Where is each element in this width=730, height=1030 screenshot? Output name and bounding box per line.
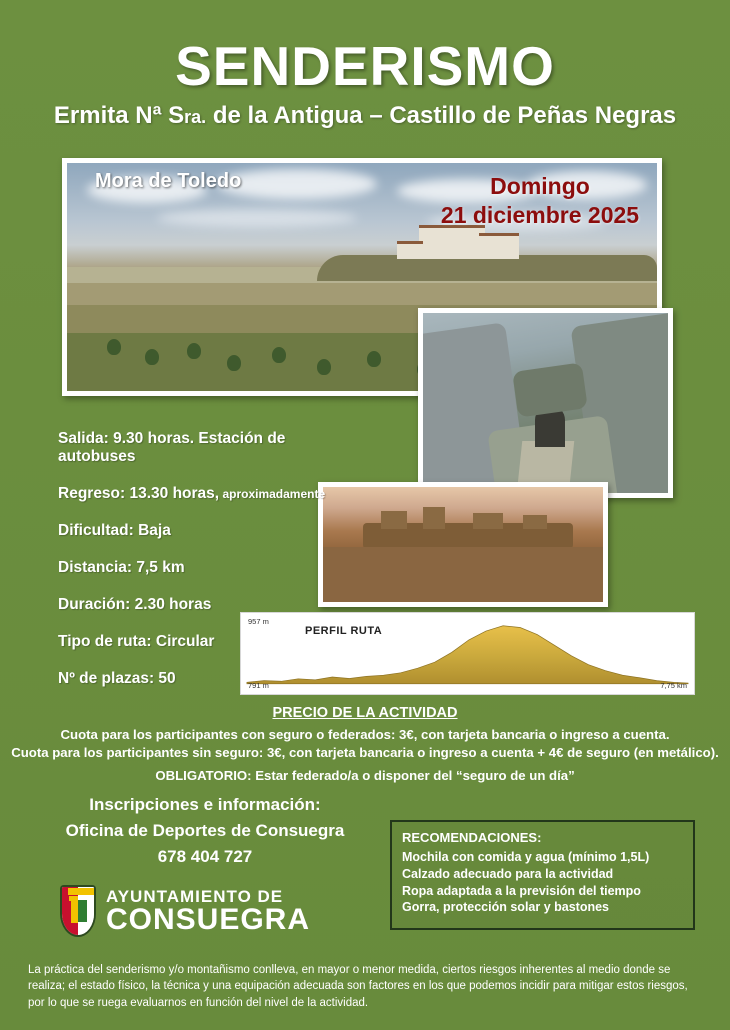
- event-date-line1: Domingo: [490, 173, 590, 199]
- disclaimer-text: La práctica del senderismo y/o montañismo conlleva, en mayor o menor medida, ciertos riesgos inherentes al medio donde se realiza; el estado físico, la técnica y una equipación adecuada son factores en los que podemos incidir para mitigar estos riesgos, por lo que se ruega evaluarnos en función del nivel de la actividad.: [28, 964, 688, 1009]
- chart-title: PERFIL RUTA: [305, 625, 383, 637]
- elevation-chart-area: [245, 616, 690, 691]
- chart-y-max-label: 957 m: [248, 617, 269, 626]
- page-subtitle: [0, 102, 730, 130]
- info-label: Distancia: 7,5 km: [58, 559, 185, 576]
- recommendation-item: Gorra, protección solar y bastones: [402, 900, 610, 915]
- info-label: Tipo de ruta: Circular: [58, 633, 215, 650]
- event-date-line2: 21 diciembre 2025: [440, 201, 640, 228]
- crown-icon: [68, 888, 96, 895]
- info-item-dificultad: [58, 522, 358, 540]
- subtitle-post: de la Antigua – Castillo de Peñas Negras: [206, 101, 677, 129]
- price-line-uninsured: Cuota para los participantes sin seguro: 3€, con tarjeta bancaria o ingreso a cuenta + 4€ de seguro (en metálico).: [11, 745, 719, 760]
- page-title: SENDERISMO: [175, 35, 555, 97]
- recommendations-box: [390, 820, 695, 930]
- logo-text: [106, 888, 310, 935]
- inscriptions-office: Oficina de Deportes de Consuegra: [65, 821, 345, 840]
- info-item-regreso: [58, 485, 358, 503]
- info-label: Nº de plazas: 50: [58, 670, 176, 687]
- info-label: Regreso: 13.30 horas,: [58, 485, 220, 502]
- price-heading: PRECIO DE LA ACTIVIDAD: [272, 705, 458, 721]
- photo-location-label: Mora de Toledo: [95, 170, 242, 192]
- info-label: Duración: 2.30 horas: [58, 596, 212, 613]
- logo-line-2: CONSUEGRA: [105, 902, 310, 936]
- logo-line-1: AYUNTAMIENTO DE: [105, 886, 284, 906]
- subtitle-superscript: ra.: [184, 106, 207, 127]
- recommendation-item: Calzado adecuado para la actividad: [402, 866, 614, 881]
- price-line-mandatory: OBLIGATORIO: Estar federado/a o disponer del “seguro de un día”: [155, 768, 575, 783]
- recommendation-item: Ropa adaptada a la previsión del tiempo: [402, 883, 641, 898]
- photo-ruins-image: [323, 487, 603, 602]
- info-note: aproximadamente: [219, 487, 326, 501]
- info-label: Dificultad: Baja: [58, 522, 171, 539]
- photo-castle: [418, 308, 673, 498]
- info-label: Salida: 9.30 horas. Estación de autobuses: [58, 430, 286, 465]
- chart-y-min-label: 791 m: [248, 681, 269, 690]
- coat-of-arms-icon: [60, 885, 96, 937]
- windmill-icon: [78, 900, 87, 922]
- inscriptions-phone[interactable]: 678 404 727: [157, 847, 253, 866]
- chart-x-max-label: 7,75 km: [660, 681, 687, 690]
- recommendation-item: Mochila con comida y agua (mínimo 1,5L): [402, 850, 650, 864]
- city-council-logo: [60, 880, 310, 942]
- inscriptions-heading: Inscripciones e información:: [89, 795, 321, 814]
- photo-castle-image: [423, 313, 668, 493]
- info-item-salida: [58, 430, 358, 466]
- elevation-profile-chart: [240, 612, 695, 695]
- info-item-distancia: [58, 559, 358, 577]
- subtitle-pre: Ermita Nª S: [53, 101, 185, 129]
- event-date-label: [430, 172, 650, 230]
- photo-ruins: [318, 482, 608, 607]
- price-line-insured: Cuota para los participantes con seguro o federados: 3€, con tarjeta bancaria o ingreso a cuenta.: [60, 727, 670, 742]
- recommendations-title: RECOMENDACIONES:: [402, 830, 542, 845]
